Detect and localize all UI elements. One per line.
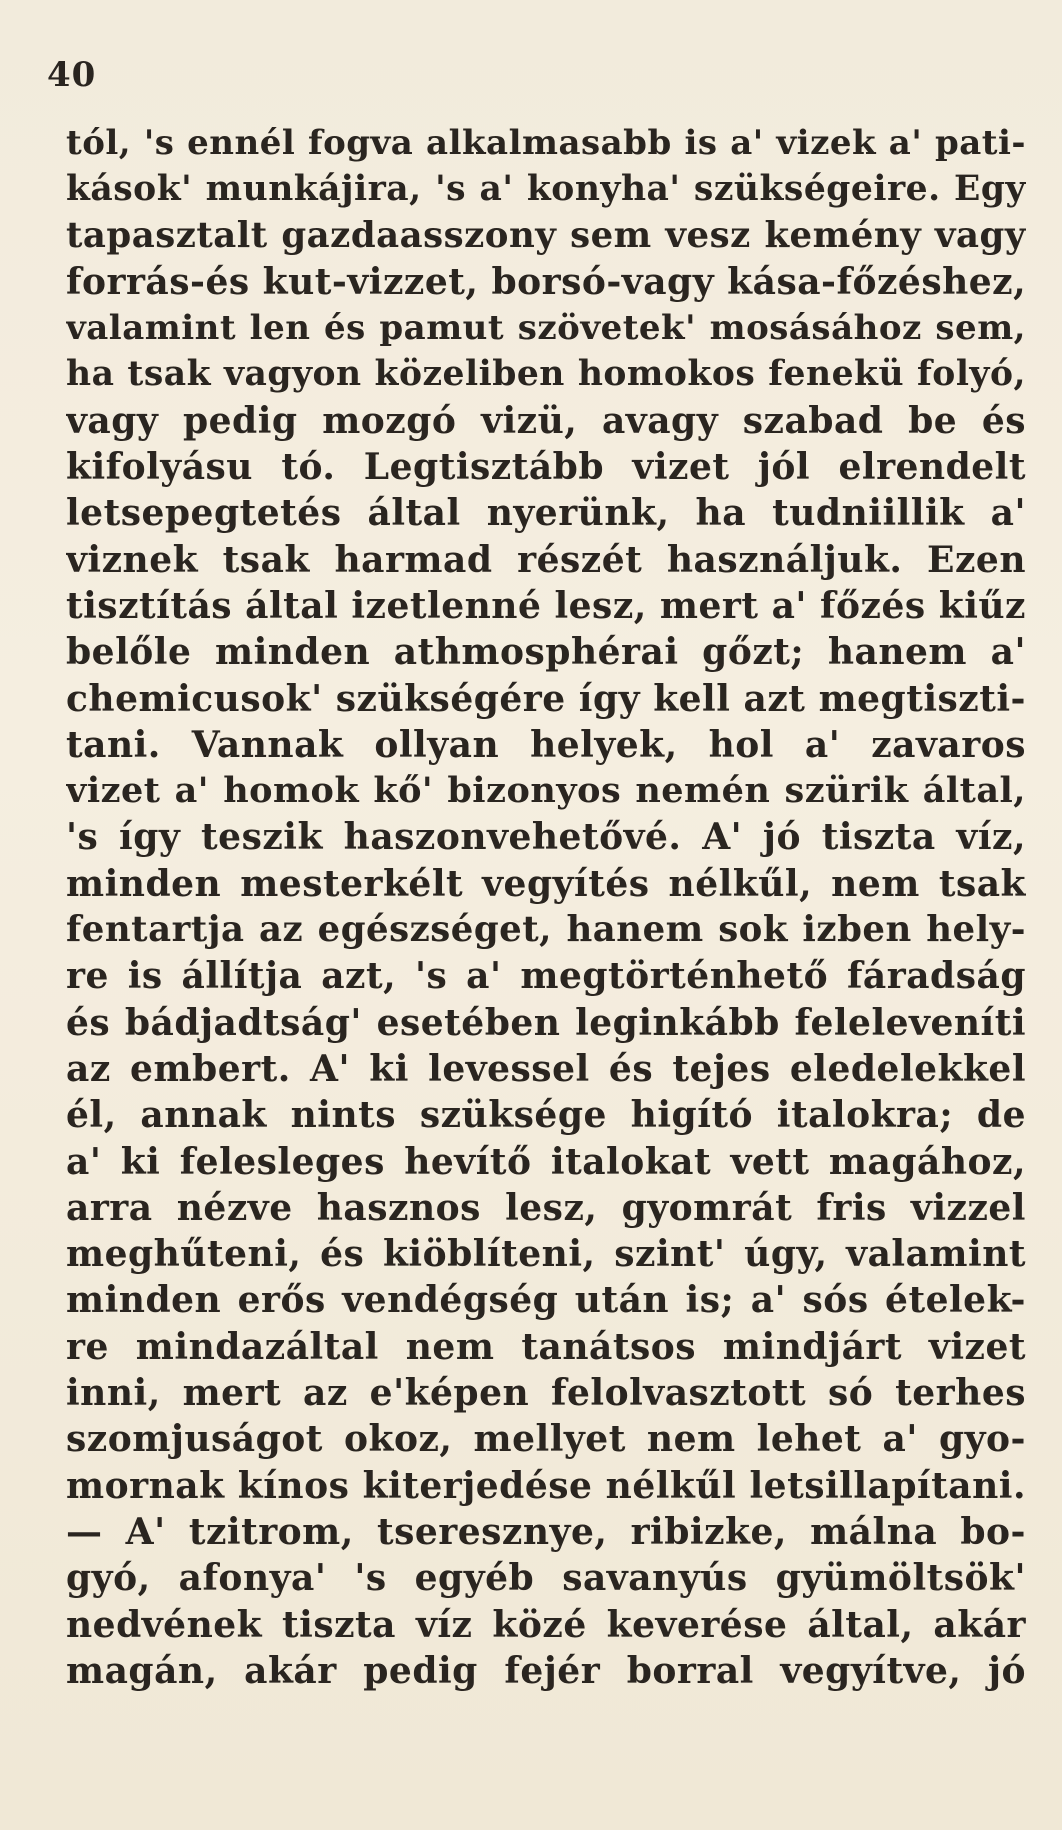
text-line: re mindazáltal nem tanátsos mindjárt vizet [66,1325,1026,1368]
text-line: 's így teszik haszonvehetővé. A' jó tiszta víz, [66,816,1026,859]
text-line: — A' tzitrom, tseresznye, ribizke, málna bo- [66,1510,1026,1553]
text-line: tapasztalt gazdaasszony sem vesz kemény vagy [66,214,1026,256]
text-line: forrás-és kut-vizzet, borsó-vagy kása-főzéshez, [66,260,1026,303]
text-line: az embert. A' ki levessel és tejes eledelekkel [66,1047,1026,1090]
text-line: viznek tsak harmad részét használjuk. Ezen [66,538,1026,581]
text-line: minden mesterkélt vegyítés nélkűl, nem tsak [66,862,1026,905]
text-line: mornak kínos kiterjedése nélkűl letsillapítani. [66,1464,1026,1507]
text-line: inni, mert az e'képen felolvasztott só terhes [66,1372,1026,1415]
body-text [66,120,1026,1694]
text-line: re is állítja azt, 's a' megtörténhető fáradság [66,955,1026,998]
text-line: fentartja az egészséget, hanem sok izben hely- [66,909,1026,951]
text-line: magán, akár pedig fejér borral vegyítve, jó [66,1649,1026,1692]
text-line: kások' munkájira, 's a' konyha' szükségeire. Egy [66,169,1026,210]
text-line: tisztítás által izetlenné lesz, mert a' főzés kiűz [66,584,1026,627]
text-line: kifolyásu tó. Legtisztább vizet jól elrendelt [66,446,1026,489]
text-line: chemicusok' szükségére így kell azt megtiszti- [66,677,1026,720]
text-line: arra nézve hasznos lesz, gyomrát fris vizzel [66,1186,1026,1229]
page-number: 40 [47,55,97,95]
text-line: tól, 's ennél fogva alkalmasabb is a' vizek a' pati- [66,123,1026,163]
text-line: belőle minden athmosphérai gőzt; hanem a' [66,631,1026,674]
text-line: szomjuságot okoz, mellyet nem lehet a' gyo- [66,1418,1026,1461]
text-line: él, annak nints szüksége higító italokra; de [66,1094,1026,1137]
text-line: nedvének tiszta víz közé keverése által, akár [66,1603,1026,1646]
text-line: meghűteni, és kiöblíteni, szint' úgy, valamint [66,1233,1026,1276]
text-line: valamint len és pamut szövetek' mosásához sem, [66,308,1026,349]
text-line: gyó, afonya' 's egyéb savanyús gyümöltsök' [66,1557,1026,1600]
text-line: letsepegtetés által nyerünk, ha tudniillik a' [66,492,1026,535]
text-line: tani. Vannak ollyan helyek, hol a' zavaros [66,723,1026,766]
text-line: és bádjadtság' esetében leginkább feleleveníti [66,1001,1026,1044]
text-line: vagy pedig mozgó vizü, avagy szabad be és [66,399,1026,442]
text-line: vizet a' homok kő' bizonyos nemén szürik által, [66,770,1026,812]
text-line: a' ki felesleges hevítő italokat vett magához, [66,1140,1026,1183]
text-line: minden erős vendégség után is; a' sós ételek- [66,1279,1026,1322]
text-line: ha tsak vagyon közeliben homokos fenekü folyó, [66,354,1026,395]
